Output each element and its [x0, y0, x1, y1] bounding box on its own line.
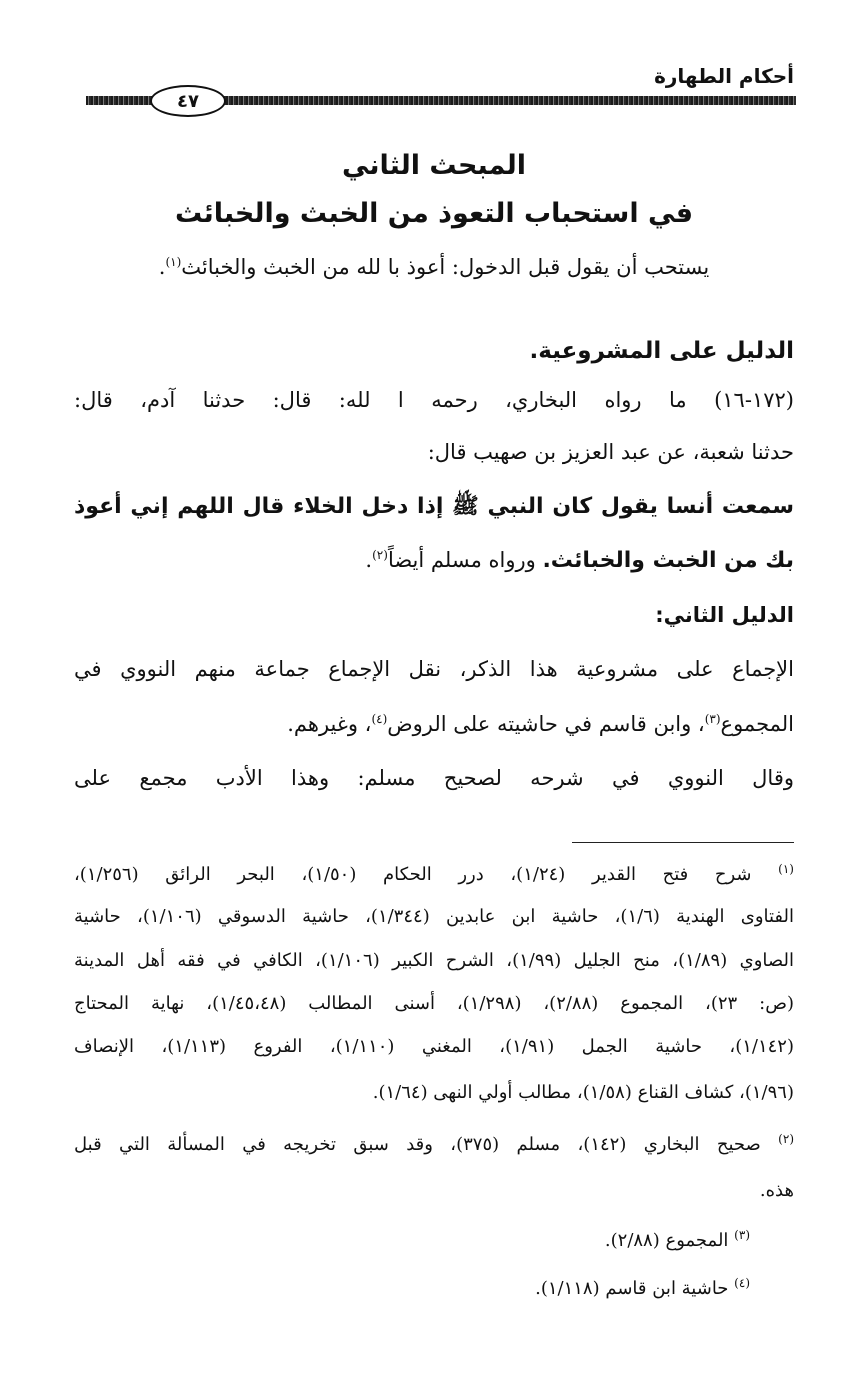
section-heading: المبحث الثاني [342, 150, 526, 181]
footnote-text: شرح فتح القدير (١/٢٤)، درر الحكام (١/٥٠)، البحر الرائق (١/٢٥٦)، [74, 864, 752, 885]
footnote-text: حاشية ابن قاسم (١/١١٨). [535, 1278, 729, 1299]
footnote-text: (ص: ٢٣)، المجموع (٢/٨٨)، (١/٢٩٨)، أسنى المطالب (١/٤٥،٤٨)، نهاية المحتاج [74, 993, 794, 1014]
footnote-text: صحيح البخاري (١٤٢)، مسلم (٣٧٥)، وقد سبق تخريجه في المسألة التي قبل [74, 1134, 761, 1155]
ijma-source: المجموع [720, 712, 794, 736]
footnote-mark: (٣) [734, 1228, 750, 1242]
evidence-heading: الدليل على المشروعية. [529, 338, 794, 364]
ijma-source: ، وابن قاسم في حاشيته على الروض [387, 712, 705, 736]
footnote-ref-3: (٣) [704, 712, 721, 726]
second-evidence-heading: الدليل الثاني: [655, 603, 794, 627]
footnote-ref-2: (٢) [372, 548, 388, 562]
footnote-4 [30, 1276, 750, 1299]
intro-paragraph: يستحب أن يقول قبل الدخول: أعوذ با لله من الخبث والخبائث$^{(١)}$. [158, 255, 710, 279]
page-number: ٤٧ [150, 85, 226, 117]
footnote-ref-4: (٤) [371, 712, 388, 726]
footnote-3 [30, 1228, 750, 1251]
hadith-text-line: بك من الخبث والخبائث. ورواه مسلم أيضاً$^{(٢)}$. [365, 548, 794, 573]
footnote-text: هذه. [759, 1180, 794, 1201]
nawawi-line: وقال النووي في شرحه لصحيح مسلم: وهذا الأدب مجمع على [74, 766, 794, 790]
running-title: أحكام الطهارة [654, 64, 794, 88]
ijma-source: ، وغيرهم. [287, 712, 372, 736]
section-subheading: في استحباب التعوذ من الخبث والخبائث [175, 198, 693, 229]
footnote-mark: (٤) [734, 1276, 750, 1290]
muslim-narration: ورواه مسلم أيضاً [387, 548, 543, 572]
intro-text: يستحب أن يقول قبل الدخول: أعوذ با لله من الخبث والخبائث [181, 255, 710, 279]
hadith-line: حدثنا شعبة، عن عبد العزيز بن صهيب قال: [427, 440, 794, 464]
hadith-text-end: بك من الخبث والخبائث. [542, 548, 794, 573]
footnote-2 [74, 1132, 794, 1155]
footnote-mark: (٢) [778, 1132, 794, 1146]
footnote-1 [74, 862, 794, 885]
footnote-ref-1: (١) [165, 255, 182, 269]
footnote-mark: (١) [778, 862, 794, 876]
ijma-line: الإجماع على مشروعية هذا الذكر، نقل الإجماع جماعة منهم النووي في [74, 657, 794, 681]
hadith-line: (١٧٢-١٦) ما رواه البخاري، رحمه ا لله: قال: حدثنا آدم، قال: [74, 388, 794, 412]
ijma-line [74, 712, 794, 736]
hadith-text-line: سمعت أنسا يقول كان النبي ﷺ إذا دخل الخلاء قال اللهم إني أعوذ [74, 494, 794, 519]
footnote-text: المجموع (٢/٨٨). [604, 1230, 729, 1251]
footnote-text: الصاوي (١/٨٩)، منح الجليل (١/٩٩)، الشرح الكبير (١/١٠٦)، الكافي في فقه أهل المدينة [74, 950, 795, 971]
footnote-text: (١/١٤٢)، حاشية الجمل (١/٩١)، المغني (١/١١٠)، الفروع (١/١١٣)، الإنصاف [74, 1036, 794, 1057]
footnote-text: (١/٩٦)، كشاف القناع (١/٥٨)، مطالب أولي النهى (١/٦٤). [372, 1082, 794, 1103]
footnote-separator [572, 842, 794, 843]
footnote-text: الفتاوى الهندية (١/٦)، حاشية ابن عابدين (١/٣٤٤)، حاشية الدسوقي (١/١٠٦)، حاشية [74, 906, 795, 927]
